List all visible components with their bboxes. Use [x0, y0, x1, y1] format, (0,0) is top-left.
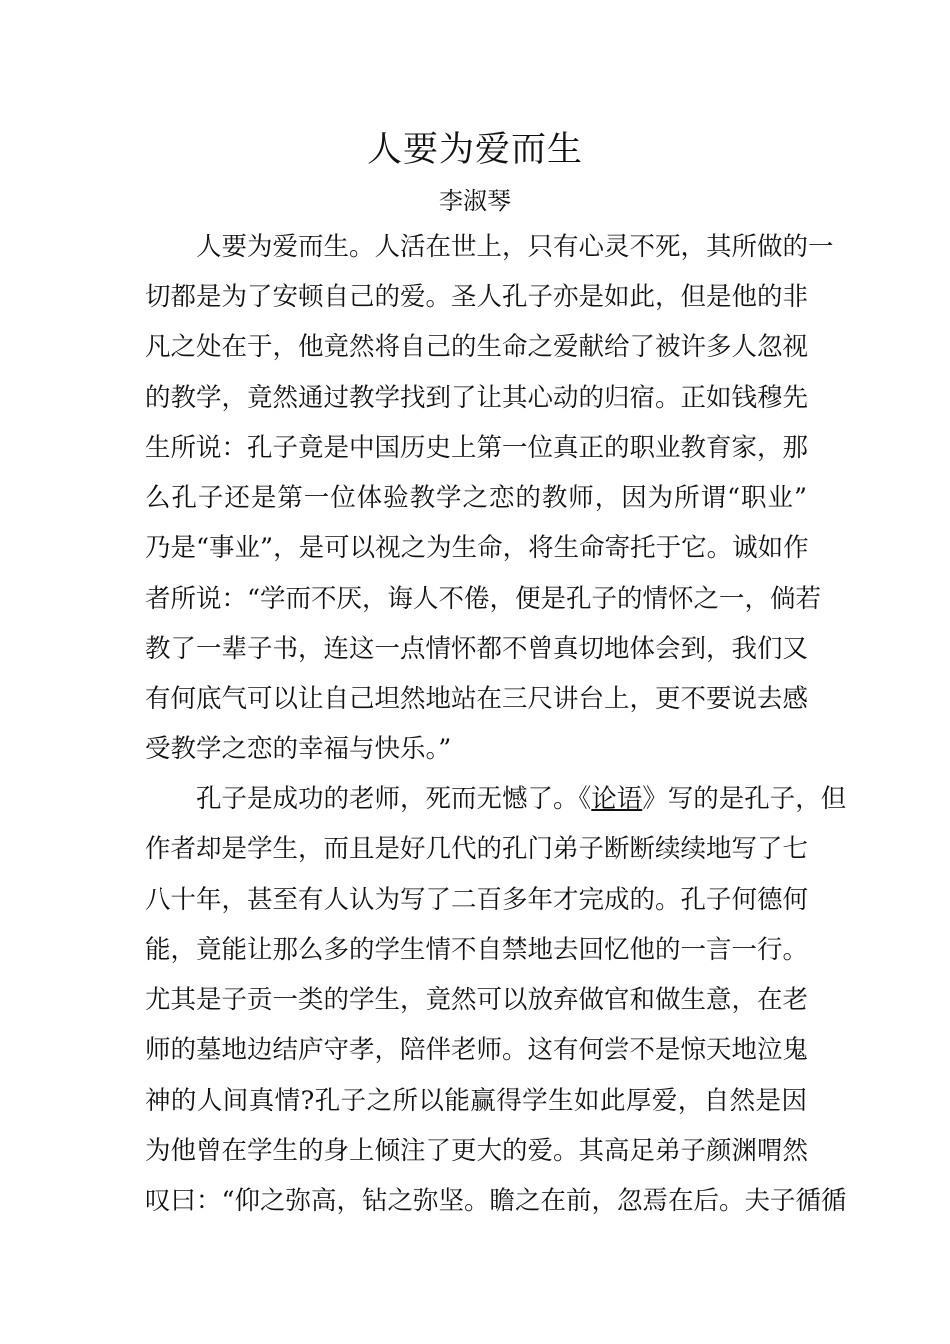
paragraph-1-line: 人要为爱而生。人活在世上，只有心灵不死，其所做的一: [196, 232, 834, 262]
paragraph-2-text: 孔子是成功的老师，死而无憾了。《: [196, 784, 592, 814]
paragraph-1-line: 生所说：孔子竟是中国历史上第一位真正的职业教育家，那: [145, 433, 809, 463]
paragraph-2-line: 八十年，甚至有人认为写了二百多年才完成的。孔子何德何: [145, 885, 809, 915]
paragraph-1-line: 有何底气可以让自己坦然地站在三尺讲台上，更不要说去感: [145, 684, 809, 714]
paragraph-2-line: 能，竟能让那么多的学生情不自禁地去回忆他的一言一行。: [145, 935, 809, 965]
paragraph-2-line: 叹曰：“仰之弥高，钻之弥坚。瞻之在前，忽焉在后。夫子循循: [145, 1186, 847, 1216]
paragraph-2-line: 神的人间真情?孔子之所以能赢得学生如此厚爱，自然是因: [145, 1086, 807, 1116]
paragraph-2-text: 》写的是孔子，但: [642, 784, 847, 814]
paragraph-2-line: 作者却是学生，而且是好几代的孔门弟子断断续续地写了七: [145, 834, 809, 864]
paragraph-1-line: 者所说：“学而不厌，诲人不倦，便是孔子的情怀之一，倘若: [145, 584, 822, 614]
author-name: 李淑琴: [439, 187, 511, 215]
book-title-lunyu: 论语: [591, 784, 643, 814]
paragraph-2-line: 为他曾在学生的身上倾注了更大的爱。其高足弟子颜渊喟然: [145, 1136, 809, 1166]
paragraph-1-line: 乃是“事业”，是可以视之为生命，将生命寄托于它。诚如作: [145, 533, 809, 563]
paragraph-2-first-line: [196, 774, 847, 824]
paragraph-1-line: 受教学之恋的幸福与快乐。”: [145, 734, 452, 764]
paragraph-1-line: 教了一辈子书，连这一点情怀都不曾真切地体会到，我们又: [145, 634, 809, 664]
paragraph-1-line: 的教学，竟然通过教学找到了让其心动的归宿。正如钱穆先: [145, 383, 809, 413]
paragraph-1-line: 凡之处在于，他竟然将自己的生命之爱献给了被许多人忽视: [145, 332, 809, 362]
paragraph-1-line: 么孔子还是第一位体验教学之恋的教师，因为所谓“职业”: [145, 483, 807, 513]
paragraph-1-line: 切都是为了安顿自己的爱。圣人孔子亦是如此，但是他的非: [145, 282, 809, 312]
paragraph-2-line: 尤其是子贡一类的学生，竟然可以放弃做官和做生意，在老: [145, 985, 809, 1015]
page-title: 人要为爱而生: [366, 130, 583, 170]
paragraph-2-line: 师的墓地边结庐守孝，陪伴老师。这有何尝不是惊天地泣鬼: [145, 1035, 809, 1065]
